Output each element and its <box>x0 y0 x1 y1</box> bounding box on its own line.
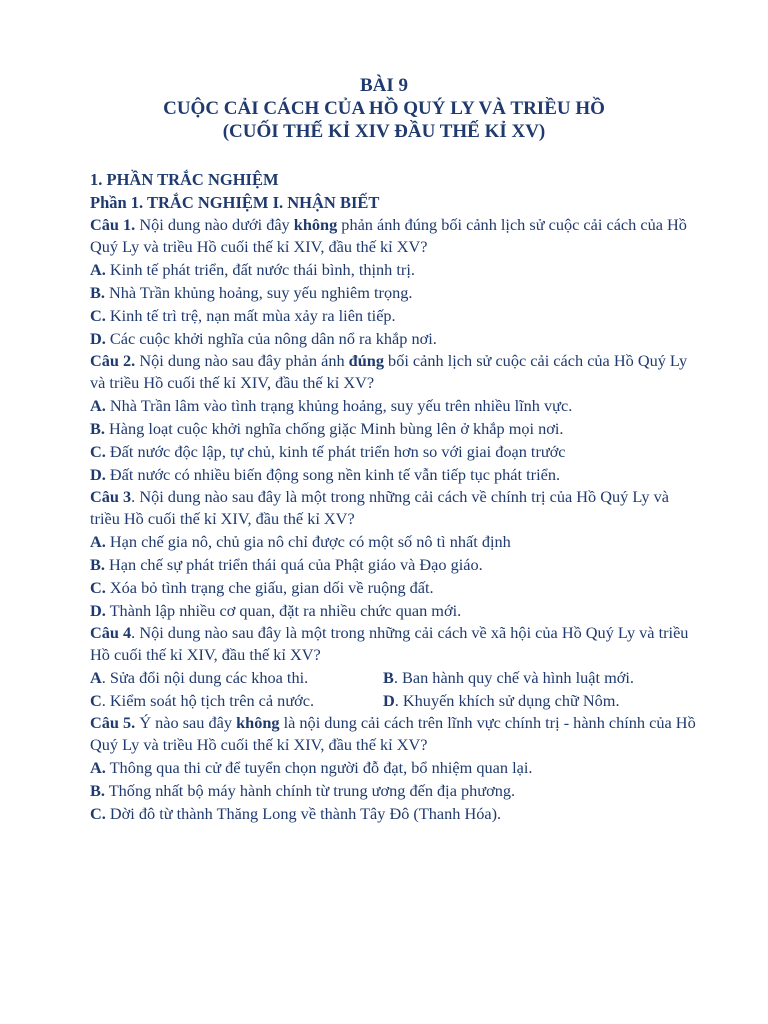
option-d <box>383 689 620 712</box>
section-heading: 1. PHẦN TRẮC NGHIỆM <box>90 170 279 189</box>
option-a <box>90 530 700 553</box>
option-d <box>90 463 700 486</box>
option-text: Nhà Trần khủng hoảng, suy yếu nghiêm trọng. <box>104 283 413 302</box>
lesson-title <box>0 74 768 143</box>
question-label: Câu 4 <box>90 623 132 642</box>
option-b <box>90 281 700 304</box>
option-b <box>383 666 634 689</box>
option-key: D. <box>90 329 106 348</box>
option-key: C. <box>90 804 106 823</box>
question-3 <box>90 486 700 622</box>
option-c <box>90 576 700 599</box>
question-emphasis: không <box>293 215 338 234</box>
question-text: . Nội dung nào sau đây là một trong những cải cách về xã hội của Hồ Quý Ly và triều Hồ cuối thế kỉ XIV, đầu thế kỉ XV? <box>90 623 689 664</box>
option-key: B. <box>90 781 105 800</box>
option-key: B. <box>90 283 105 302</box>
option-c <box>90 689 383 712</box>
option-d <box>90 599 700 622</box>
question-stem <box>90 486 700 530</box>
question-text: Ý nào sau đây <box>135 713 237 732</box>
question-text: bối cảnh lịch sử cuộc cải cách của Hồ Quý Ly và triều Hồ cuối thế kỉ XIV, đầu thế kỉ XV? <box>90 351 688 392</box>
option-row <box>90 689 700 712</box>
option-key: A. <box>90 532 106 551</box>
option-key: A. <box>90 396 106 415</box>
option-text: Thống nhất bộ máy hành chính từ trung ương đến địa phương. <box>104 781 516 800</box>
option-row <box>90 666 700 689</box>
option-text: . Kiểm soát hộ tịch trên cả nước. <box>101 691 315 710</box>
option-text: Kinh tế trì trệ, nạn mất mùa xảy ra liên tiếp. <box>105 306 396 325</box>
question-emphasis: không <box>236 713 280 732</box>
lesson-number: BÀI 9 <box>359 75 409 96</box>
option-text: Nhà Trần lâm vào tình trạng khủng hoảng, suy yếu trên nhiều lĩnh vực. <box>105 396 573 415</box>
question-text: . Nội dung nào sau đây là một trong những cải cách về chính trị của Hồ Quý Ly và triều Hồ cuối thế kỉ XIV, đầu thế kỉ XV? <box>90 487 670 528</box>
option-text: Hạn chế sự phát triển thái quá của Phật giáo và Đạo giáo. <box>104 555 483 574</box>
question-label: Câu 2. <box>90 351 136 370</box>
option-text: Đất nước độc lập, tự chủ, kinh tế phát triển hơn so với giai đoạn trước <box>105 442 566 461</box>
option-text: Xóa bỏ tình trạng che giấu, gian dối về ruộng đất. <box>105 578 434 597</box>
option-key: A. <box>90 758 106 777</box>
option-a <box>90 394 700 417</box>
option-key: B. <box>90 419 105 438</box>
question-4 <box>90 622 700 712</box>
option-c <box>90 304 700 327</box>
question-label: Câu 3 <box>90 487 132 506</box>
option-b <box>90 779 700 802</box>
option-c <box>90 802 700 825</box>
option-d <box>90 327 700 350</box>
option-key: A <box>90 668 102 687</box>
option-key: D. <box>90 465 106 484</box>
option-a <box>90 258 700 281</box>
option-text: Các cuộc khởi nghĩa của nông dân nổ ra khắp nơi. <box>105 329 437 348</box>
question-1 <box>90 214 700 350</box>
option-key: C. <box>90 306 106 325</box>
option-key: C <box>90 691 102 710</box>
option-key: A. <box>90 260 106 279</box>
option-a <box>90 756 700 779</box>
option-key: B. <box>90 555 105 574</box>
question-2 <box>90 350 700 486</box>
question-stem <box>90 350 700 394</box>
option-a <box>90 666 383 689</box>
option-key: B <box>383 668 394 687</box>
question-text: Nội dung nào sau đây phản ánh <box>135 351 349 370</box>
option-key: D <box>383 691 395 710</box>
question-text: phản ánh đúng bối cảnh lịch sử cuộc cải cách của Hồ Quý Ly và triều Hồ cuối thế kỉ XIV, đầu thế kỉ XV? <box>90 215 687 256</box>
question-5 <box>90 712 700 825</box>
option-text: Hàng loạt cuộc khởi nghĩa chống giặc Minh bùng lên ở khắp mọi nơi. <box>104 419 564 438</box>
option-text: . Ban hành quy chế và hình luật mới. <box>393 668 634 687</box>
option-text: Kinh tế phát triển, đất nước thái bình, thịnh trị. <box>105 260 415 279</box>
option-key: C. <box>90 442 106 461</box>
option-key: D. <box>90 601 106 620</box>
option-text: Dời đô từ thành Thăng Long về thành Tây Đô (Thanh Hóa). <box>105 804 502 823</box>
option-text: Đất nước có nhiều biến động song nền kinh tế vẫn tiếp tục phát triển. <box>105 465 561 484</box>
option-text: Thông qua thi cử để tuyển chọn người đỗ đạt, bổ nhiệm quan lại. <box>105 758 533 777</box>
question-label: Câu 5. <box>90 713 136 732</box>
document-content <box>90 168 700 825</box>
part-heading: Phần 1. TRẮC NGHIỆM I. NHẬN BIẾT <box>90 193 380 212</box>
question-text: là nội dung cải cách trên lĩnh vực chính trị - hành chính của Hồ Quý Ly và triều Hồ cuối thế kỉ XIV, đầu thế kỉ XV? <box>90 713 696 754</box>
lesson-heading: CUỘC CẢI CÁCH CỦA HỒ QUÝ LY VÀ TRIỀU HỒ <box>163 98 605 119</box>
question-text: Nội dung nào dưới đây <box>135 215 294 234</box>
option-text: Thành lập nhiều cơ quan, đặt ra nhiều chức quan mới. <box>105 601 462 620</box>
question-stem <box>90 622 700 666</box>
option-b <box>90 553 700 576</box>
option-text: . Khuyến khích sử dụng chữ Nôm. <box>394 691 620 710</box>
option-text: Hạn chế gia nô, chủ gia nô chỉ được có một số nô tì nhất định <box>105 532 511 551</box>
option-b <box>90 417 700 440</box>
question-emphasis: đúng <box>348 351 384 370</box>
option-text: . Sửa đổi nội dung các khoa thi. <box>101 668 309 687</box>
lesson-period: (CUỐI THẾ KỈ XIV ĐẦU THẾ KỈ XV) <box>222 121 546 142</box>
option-c <box>90 440 700 463</box>
option-key: C. <box>90 578 106 597</box>
question-stem <box>90 712 700 756</box>
question-stem <box>90 214 700 258</box>
question-label: Câu 1. <box>90 215 136 234</box>
